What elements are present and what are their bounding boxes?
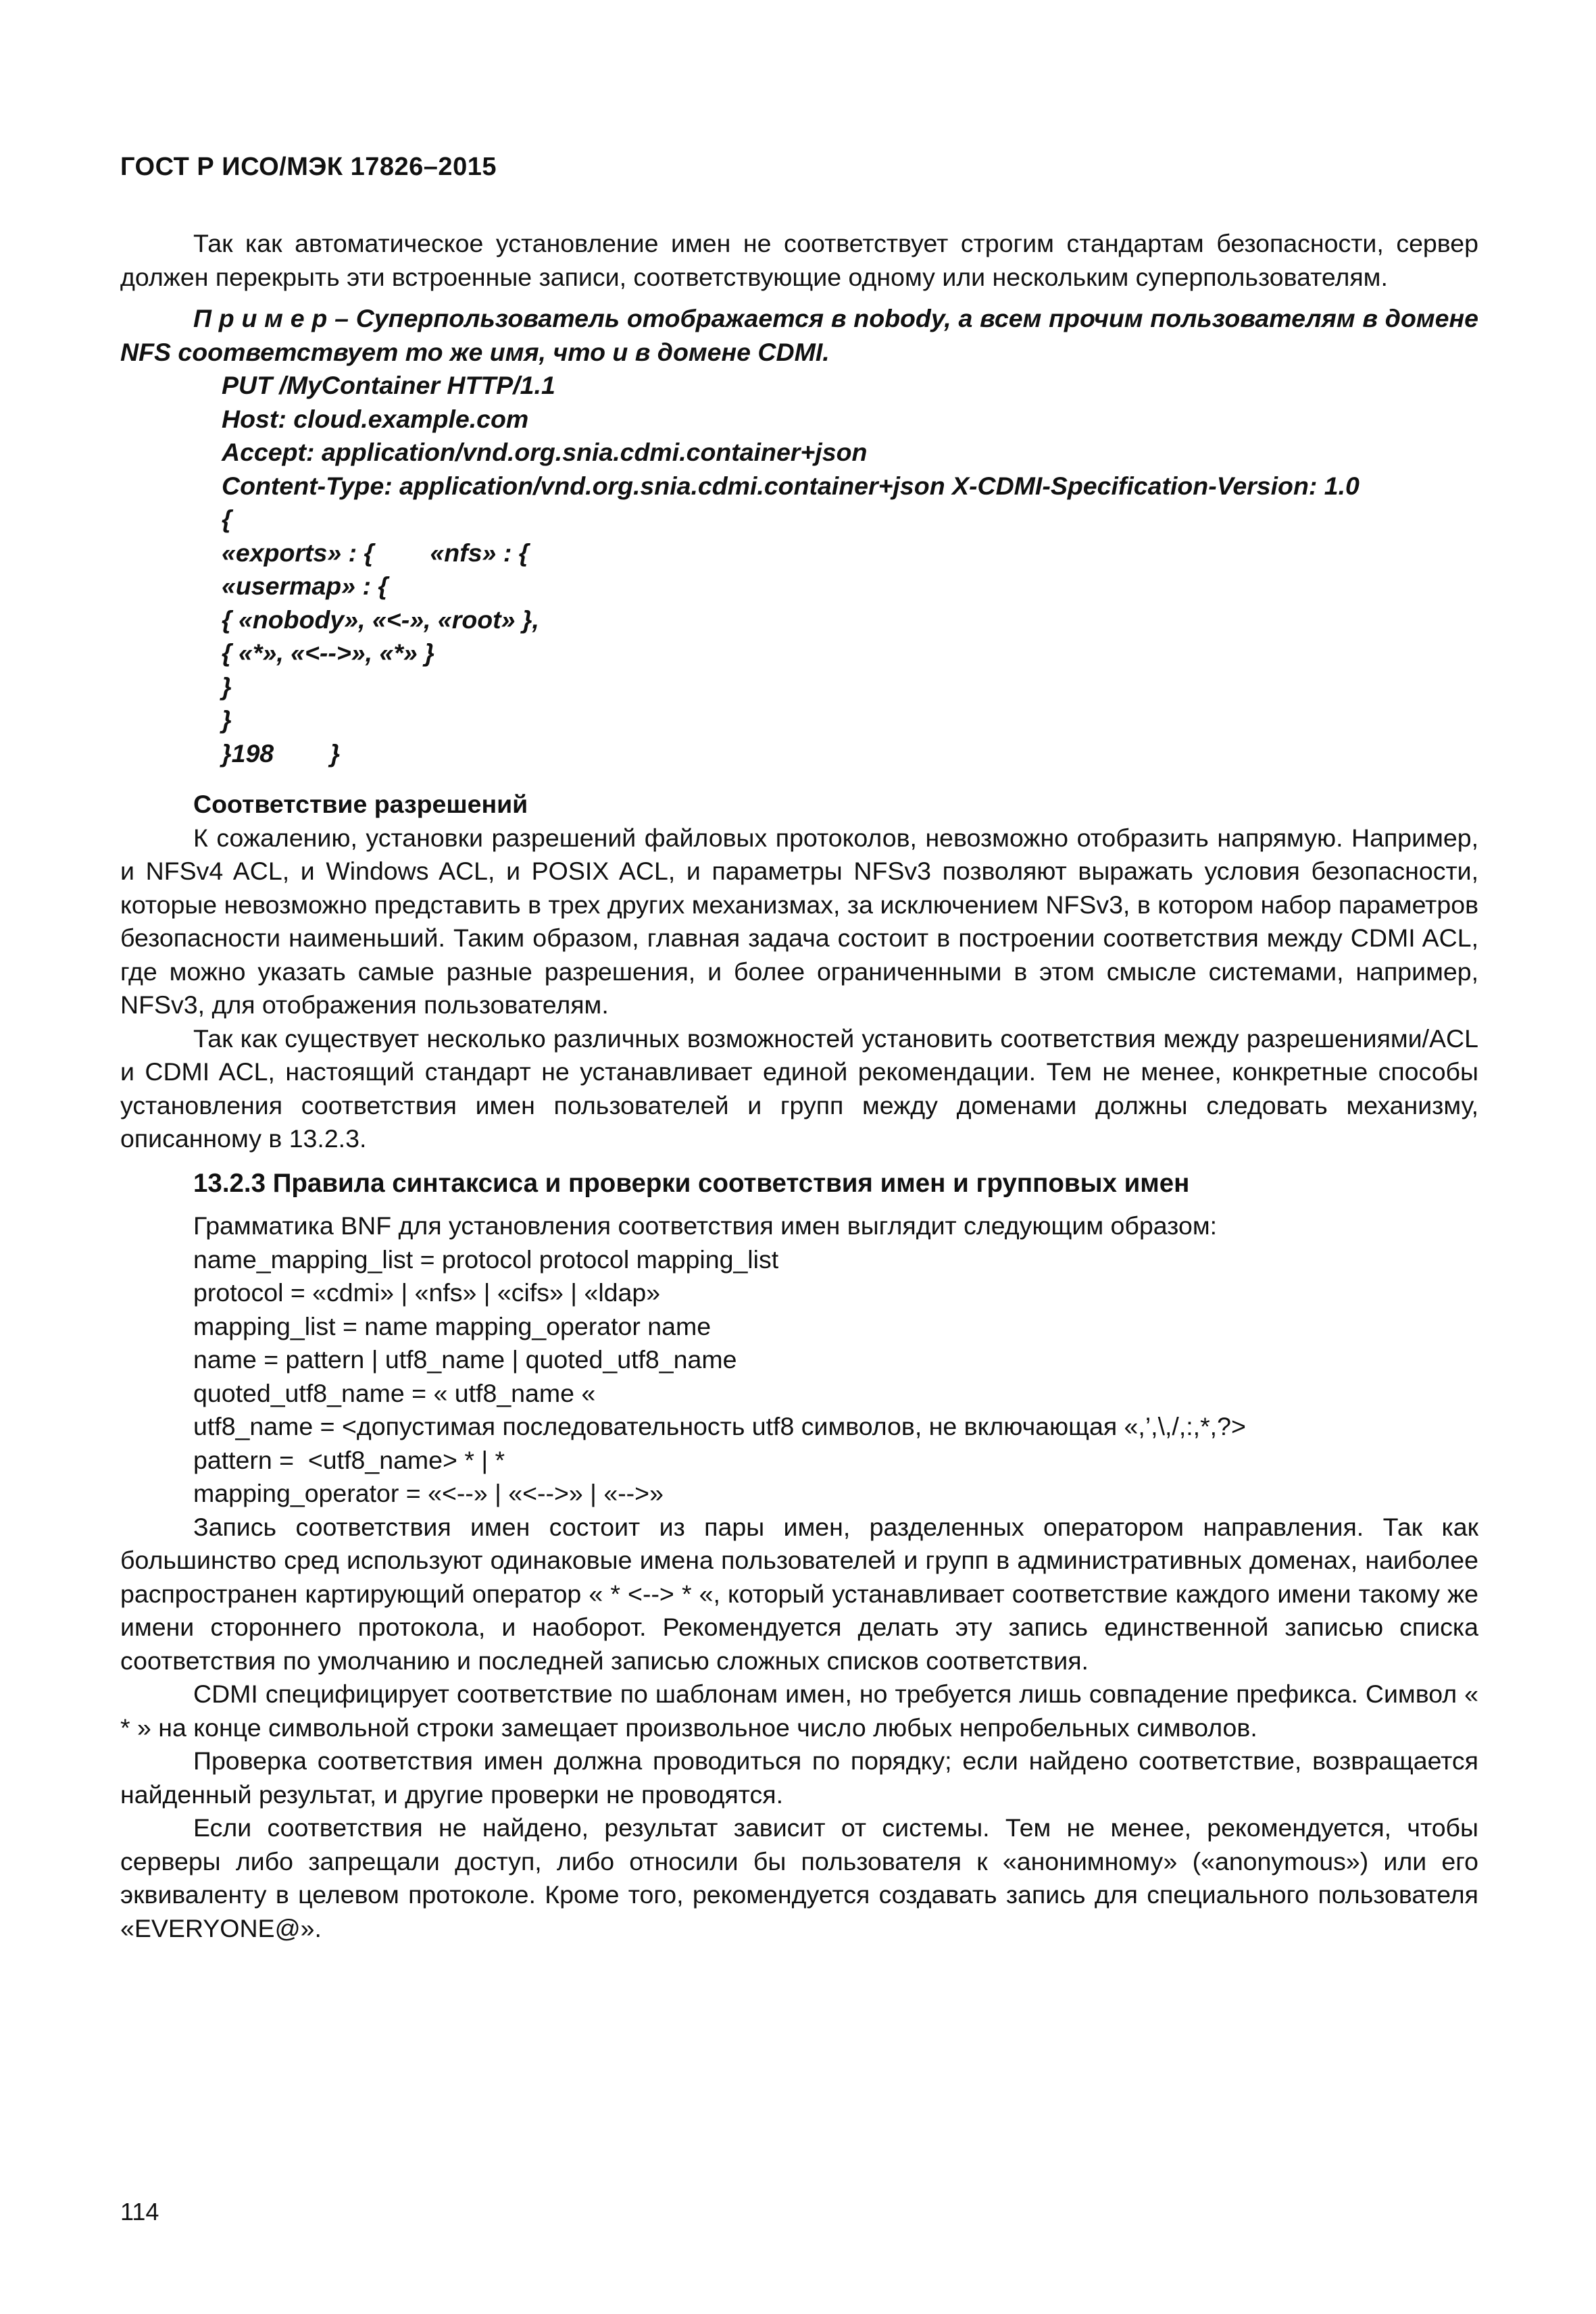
paragraph: Проверка соответствия имен должна проводиться по порядку; если найдено соответствие, возвращается найденный результат, и другие проверки не проводятся. — [120, 1746, 1478, 1809]
code-line: { — [222, 505, 232, 533]
bnf-line: pattern = <utf8_name> * | * — [193, 1445, 505, 1474]
bnf-grammar — [120, 1209, 1478, 1511]
bnf-line: name = pattern | utf8_name | quoted_utf8_name — [193, 1345, 737, 1374]
code-line: «usermap» : { — [222, 572, 388, 600]
bnf-line: utf8_name = <допустимая последовательность utf8 символов, не включающая «,’,\,/,:,*,?> — [193, 1412, 1246, 1440]
code-line: Content-Type: application/vnd.org.snia.cdmi.container+json X-CDMI-Specification-Version: 1.0 — [222, 471, 1360, 500]
bnf-line: mapping_operator = «<--» | «<-->» | «-->» — [193, 1479, 664, 1507]
code-line: PUT /MyContainer HTTP/1.1 — [222, 371, 555, 399]
bnf-line: mapping_list = name mapping_operator name — [193, 1311, 712, 1340]
bnf-line: quoted_utf8_name = « utf8_name « — [193, 1378, 596, 1407]
subsection-heading: Соответствие разрешений — [193, 790, 528, 818]
code-line: }198 } — [222, 738, 341, 768]
code-line: } — [222, 672, 232, 701]
code-line: Host: cloud.example.com — [222, 404, 529, 433]
paragraph: К сожалению, установки разрешений файловых протоколов, невозможно отобразить напрямую. Например, и NFSv4 ACL, и Windows ACL, и POSIX ACL, и параметры NFSv3 позволяют выражать условия безопасности, которые невозможно представить в трех других механизмах, за исключением NFSv3, в котором набор параметров безопасности наименьший. Таким образом, главная задача состоит в построении соответствия между CDMI ACL, где можно указать самые разные разрешения, и более ограниченными в этом смысле системами, например, NFSv3, для отображения пользователям. — [120, 823, 1478, 1019]
code-example — [222, 369, 1478, 770]
code-line: «exports» : { «nfs» : { — [222, 538, 529, 567]
bnf-line: name_mapping_list = protocol protocol mapping_list — [193, 1244, 779, 1274]
code-line: { «*», «<-->», «*» } — [222, 638, 434, 667]
bnf-line: protocol = «cdmi» | «nfs» | «cifs» | «ldap» — [193, 1278, 661, 1307]
intro-paragraph: Так как автоматическое установление имен не соответствует строгим стандартам безопасности, сервер должен перекрыть эти встроенные записи, соответствующие одному или нескольким суперпользователям. — [120, 229, 1478, 291]
code-line: Accept: application/vnd.org.snia.cdmi.container+json — [222, 438, 868, 466]
page-content — [120, 227, 1478, 1945]
example-note: П р и м е р – Суперпользователь отображается в nobody, а всем прочим пользователям в домене NFS соответствует то же имя, что и в домене CDMI. — [120, 304, 1478, 366]
document-header: ГОСТ Р ИСО/МЭК 17826–2015 — [120, 153, 497, 181]
paragraph: CDMI специфицирует соответствие по шаблонам имен, но требуется лишь совпадение префикса. Символ « * » на конце символьной строки замещает произвольное число любых непробельных символов. — [120, 1680, 1478, 1742]
paragraph: Запись соответствия имен состоит из пары имен, разделенных оператором направления. Так как большинство сред используют одинаковые имена пользователей и групп в административных доменах, наиболее распространен картирующий оператор « * <--> * «, который устанавливает соответствие каждого имени такому же имени стороннего протокола, и наоборот. Рекомендуется делать эту запись единственной записью списка соответствия по умолчанию и последней записью сложных списков соответствия. — [120, 1512, 1478, 1675]
page-number: 114 — [120, 2198, 159, 2225]
paragraph: Так как существует несколько различных возможностей установить соответствия между разрешениями/ACL и CDMI ACL, настоящий стандарт не устанавливает единой рекомендации. Тем не менее, конкретные способы установления соответствия имен пользователей и групп между доменами должны следовать механизму, описанному в 13.2.3. — [120, 1024, 1478, 1153]
code-line: { «nobody», «<-», «root» }, — [222, 605, 539, 634]
section-heading: 13.2.3 Правила синтаксиса и проверки соответствия имен и групповых имен — [193, 1168, 1190, 1198]
paragraph: Если соответствия не найдено, результат зависит от системы. Тем не менее, рекомендуется, чтобы серверы либо запрещали доступ, либо относили бы пользователя к «анонимному» («anonymous») или его эквиваленту в целевом протоколе. Кроме того, рекомендуется создавать запись для специального пользователя «EVERYONE@». — [120, 1813, 1478, 1942]
code-line: } — [222, 705, 232, 734]
bnf-line: Грамматика BNF для установления соответствия имен выглядит следующим образом: — [193, 1211, 1218, 1240]
